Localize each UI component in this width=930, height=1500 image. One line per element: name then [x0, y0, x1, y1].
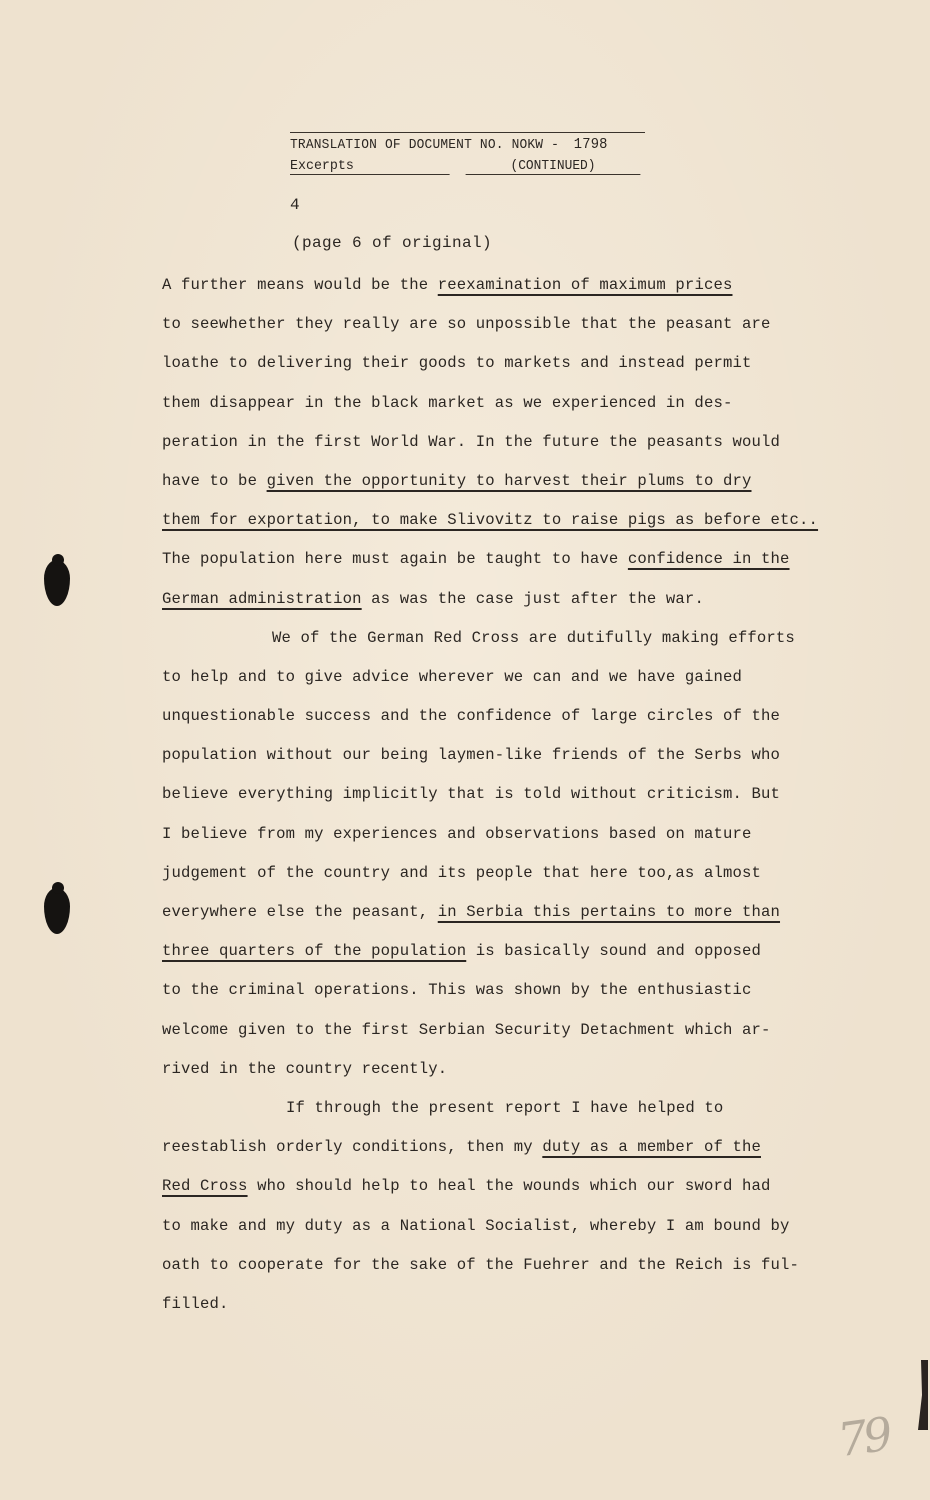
- text-line: [162, 938, 822, 977]
- text-segment: believe everything implicitly that is told without criticism. But: [162, 785, 781, 804]
- text-line: [162, 1095, 822, 1134]
- underlined-phrase: German administration: [162, 589, 362, 608]
- text-segment: If through the present report I have helped to: [286, 1098, 724, 1117]
- text-segment: as was the case just after the war.: [361, 589, 704, 608]
- body-text: [162, 272, 822, 1330]
- edge-mark: [918, 1360, 928, 1430]
- underlined-phrase: reexamination of maximum prices: [437, 276, 733, 294]
- punch-hole: [44, 888, 70, 934]
- text-line: [162, 899, 822, 938]
- text-line: [162, 625, 822, 664]
- text-segment: unquestionable success and the confidence of large circles of the: [162, 707, 781, 726]
- text-line: [162, 1173, 822, 1212]
- text-segment: to help and to give advice wherever we can and we have gained: [162, 667, 742, 686]
- text-line: [162, 350, 822, 389]
- text-line: [162, 781, 822, 820]
- text-line: [162, 821, 822, 860]
- document-subtitle: [290, 158, 650, 175]
- text-segment: who should help to heal the wounds which our sword had: [247, 1177, 771, 1196]
- text-line: [162, 311, 822, 350]
- text-line: [162, 1291, 822, 1330]
- text-line: [162, 390, 822, 429]
- underlined-phrase: confidence in the: [627, 550, 790, 569]
- text-segment: reestablish orderly conditions, then my: [162, 1138, 543, 1157]
- text-segment: is basically sound and opposed: [466, 942, 761, 961]
- text-segment: to make and my duty as a National Socialist, whereby I am bound by: [162, 1216, 790, 1235]
- text-line: [162, 507, 822, 546]
- text-segment: to seewhether they really are so unpossible that the peasant are: [162, 315, 771, 334]
- text-line: [162, 586, 822, 625]
- text-segment: rived in the country recently.: [162, 1059, 448, 1078]
- continued-label: (CONTINUED): [466, 158, 641, 175]
- text-segment: We of the German Red Cross are dutifully making efforts: [272, 628, 795, 647]
- underlined-phrase: duty as a member of the: [542, 1138, 761, 1157]
- text-line: [162, 272, 822, 311]
- underlined-phrase: given the opportunity to harvest their plums to dry: [266, 471, 752, 490]
- underlined-phrase: three quarters of the population: [162, 942, 467, 961]
- text-line: [162, 703, 822, 742]
- text-segment: filled.: [162, 1294, 229, 1313]
- text-segment: loathe to delivering their goods to markets and instead permit: [162, 354, 752, 373]
- text-line: [162, 1056, 822, 1095]
- punch-hole: [44, 560, 70, 606]
- text-segment: The population here must again be taught to have: [162, 550, 628, 569]
- header-top-rule: [290, 132, 645, 133]
- underlined-phrase: them for exportation, to make Slivovitz to raise pigs as before etc..: [162, 511, 819, 530]
- text-line: [162, 1017, 822, 1056]
- page-reference: (page 6 of original): [292, 234, 493, 252]
- handwritten-page-number: 79: [834, 1406, 893, 1468]
- document-title: [290, 136, 608, 153]
- text-line: [162, 1213, 822, 1252]
- document-number: 1798: [573, 136, 608, 153]
- text-segment: oath to cooperate for the sake of the Fuehrer and the Reich is ful-: [162, 1255, 800, 1274]
- text-segment: welcome given to the first Serbian Security Detachment which ar-: [162, 1020, 771, 1039]
- text-segment: them disappear in the black market as we experienced in des-: [162, 393, 733, 412]
- text-line: [162, 429, 822, 468]
- text-segment: everywhere else the peasant,: [162, 903, 438, 921]
- text-line: [162, 860, 822, 899]
- text-line: [162, 1134, 822, 1173]
- text-line: [162, 664, 822, 703]
- text-segment: I believe from my experiences and observations based on mature: [162, 824, 752, 843]
- text-segment: have to be: [162, 471, 267, 490]
- text-line: [162, 1252, 822, 1291]
- text-line: [162, 977, 822, 1016]
- text-segment: A further means would be the: [162, 276, 438, 294]
- text-segment: to the criminal operations. This was shown by the enthusiastic: [162, 981, 752, 1000]
- text-line: [162, 468, 822, 507]
- text-line: [162, 546, 822, 585]
- excerpts-label: Excerpts: [290, 158, 450, 175]
- text-line: [162, 742, 822, 781]
- text-segment: population without our being laymen-like friends of the Serbs who: [162, 746, 781, 765]
- underlined-phrase: Red Cross: [162, 1177, 248, 1196]
- underlined-phrase: in Serbia this pertains to more than: [437, 903, 781, 921]
- text-segment: peration in the first World War. In the future the peasants would: [162, 432, 781, 451]
- document-title-text: TRANSLATION OF DOCUMENT NO. NOKW -: [290, 137, 560, 153]
- page-number: 4: [290, 196, 300, 214]
- text-segment: judgement of the country and its people that here too,as almost: [162, 863, 761, 882]
